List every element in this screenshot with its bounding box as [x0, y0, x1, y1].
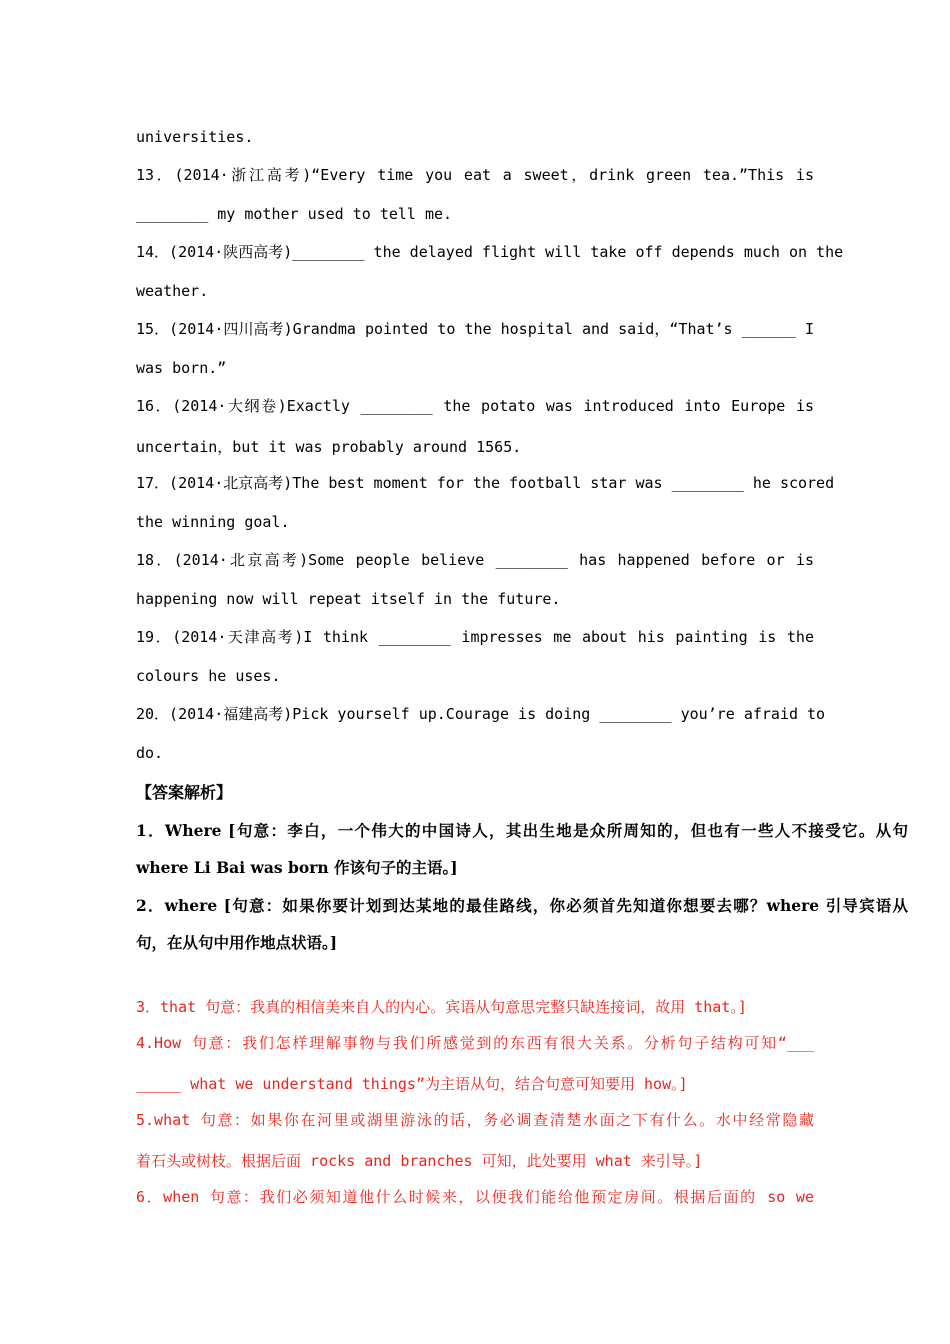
- question-16-line-2: uncertain，but it was probably around 1565.: [136, 438, 522, 456]
- question-13-line-1: 13．(2014·浙江高考)“Every time you eat a sweet，drink green tea.”This is: [136, 166, 814, 184]
- answer-1-line-1: 1．Where [句意：李白，一个伟大的中国诗人，其出生地是众所周知的，但也有一些人不接受它。从句: [136, 821, 908, 840]
- answer-1-line-2: where Li Bai was born 作该句子的主语。]: [136, 858, 458, 877]
- question-12-tail: universities.: [136, 128, 254, 146]
- answer-6-line-1: 6．when 句意：我们必须知道他什么时候来，以便我们能给他预定房间。根据后面的 so we: [136, 1188, 814, 1206]
- answer-2-line-1: 2．where [句意：如果你要计划到达某地的最佳路线，你必须首先知道你想要去哪？where 引导宾语从: [136, 896, 908, 915]
- answers-heading: 【答案解析】: [136, 783, 233, 802]
- question-15-line-1: 15．(2014·四川高考)Grandma pointed to the hospital and said，“That’s ______ I: [136, 320, 814, 338]
- answer-5-line-1: 5.what 句意：如果你在河里或湖里游泳的话，务必调查清楚水面之下有什么。水中经常隐藏: [136, 1111, 814, 1129]
- answer-5-line-2: 着石头或树枝。根据后面 rocks and branches 可知，此处要用 what 来引导。]: [136, 1152, 703, 1170]
- question-14-line-2: weather.: [136, 282, 209, 300]
- question-14-line-1: 14．(2014·陕西高考)________ the delayed flight will take off depends much on the: [136, 243, 844, 261]
- question-16-line-1: 16．(2014·大纲卷)Exactly ________ the potato was introduced into Europe is: [136, 397, 814, 415]
- question-17-line-1: 17．(2014·北京高考)The best moment for the football star was ________ he scored: [136, 474, 835, 492]
- question-18-line-1: 18．(2014·北京高考)Some people believe ________ has happened before or is: [136, 551, 814, 569]
- question-20-line-1: 20．(2014·福建高考)Pick yourself up.Courage is doing ________ you’re afraid to: [136, 705, 826, 723]
- question-19-line-2: colours he uses.: [136, 667, 281, 685]
- answer-2-line-2: 句，在从句中用作地点状语。]: [136, 933, 338, 952]
- question-20-line-2: do.: [136, 744, 164, 762]
- question-18-line-2: happening now will repeat itself in the future.: [136, 590, 561, 608]
- question-17-line-2: the winning goal.: [136, 513, 290, 531]
- answer-4-line-1: 4.How 句意：我们怎样理解事物与我们所感觉到的东西有很大关系。分析句子结构可知“___: [136, 1034, 814, 1052]
- answer-3: 3．that 句意：我真的相信美来自人的内心。宾语从句意思完整只缺连接词，故用 that。]: [136, 998, 747, 1016]
- question-19-line-1: 19．(2014·天津高考)I think ________ impresses me about his painting is the: [136, 628, 814, 646]
- question-13-line-2: ________ my mother used to tell me.: [136, 205, 453, 223]
- answer-4-line-2: _____ what we understand things”为主语从句，结合句意可知要用 how。]: [136, 1075, 688, 1093]
- question-15-line-2: was born.”: [136, 359, 227, 377]
